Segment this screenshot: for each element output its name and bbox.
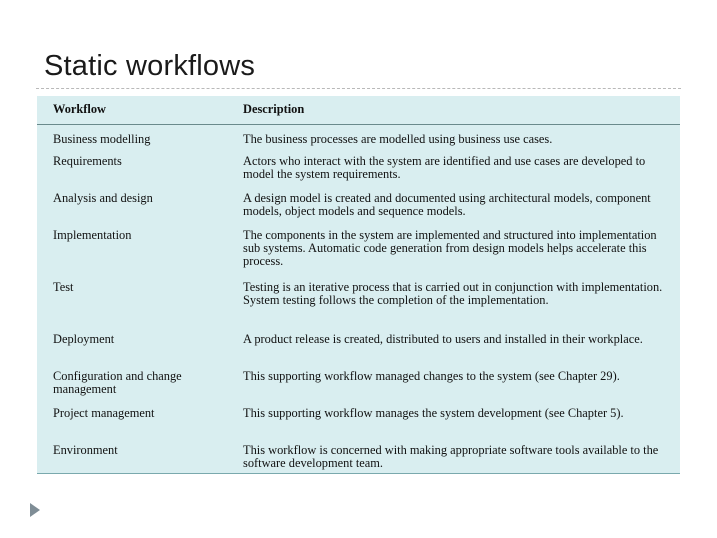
workflow-name: Project management xyxy=(53,405,155,420)
workflow-name: Requirements xyxy=(53,153,122,168)
workflow-name: Test xyxy=(53,279,74,294)
table-row xyxy=(37,362,680,399)
workflow-name: Implementation xyxy=(53,227,132,242)
workflow-description: The business processes are modelled using business use cases. xyxy=(243,132,553,146)
title-divider xyxy=(36,88,681,89)
workflow-description: This supporting workflow manages the system development (see Chapter 5). xyxy=(243,405,624,420)
workflow-name: Analysis and design xyxy=(53,190,153,205)
workflow-name: Configuration and change management xyxy=(53,368,182,396)
table-row xyxy=(37,221,680,273)
table-row xyxy=(37,399,680,436)
workflow-name: Deployment xyxy=(53,331,115,346)
workflow-name: Business modelling xyxy=(53,132,151,146)
table-row xyxy=(37,125,680,147)
table-row xyxy=(37,184,680,221)
table-row xyxy=(37,325,680,362)
workflow-description: The components in the system are implemented and structured into implementation sub systems. Automatic code generation from design models helps accelerate this process. xyxy=(243,227,657,268)
workflow-description: Actors who interact with the system are identified and use cases are developed to model the system requirements. xyxy=(243,153,646,181)
header-workflow: Workflow xyxy=(37,103,227,125)
workflow-description: Testing is an iterative process that is carried out in conjunction with implementation. System testing follows the completion of the implementation. xyxy=(243,279,663,307)
triangle-bullet-icon xyxy=(30,503,40,517)
workflow-table xyxy=(37,103,680,473)
header-description: Description xyxy=(227,103,680,125)
table-row xyxy=(37,273,680,325)
slide-title: Static workflows xyxy=(44,50,256,82)
table-header-row xyxy=(37,103,680,125)
workflow-description: This workflow is concerned with making appropriate software tools available to the software development team. xyxy=(243,442,659,470)
workflow-table-panel xyxy=(37,96,680,474)
table-row xyxy=(37,436,680,473)
workflow-description: This supporting workflow managed changes to the system (see Chapter 29). xyxy=(243,368,620,383)
workflow-name: Environment xyxy=(53,442,118,457)
table-row xyxy=(37,147,680,184)
workflow-description: A design model is created and documented using architectural models, component models, object models and sequence models. xyxy=(243,190,651,218)
workflow-description: A product release is created, distributed to users and installed in their workplace. xyxy=(243,331,643,346)
